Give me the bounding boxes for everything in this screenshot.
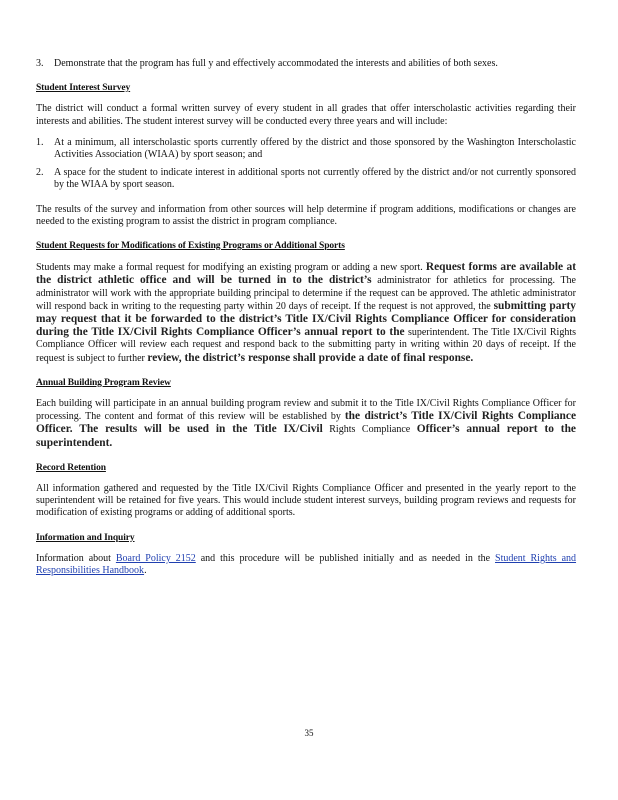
section-heading-inquiry: Information and Inquiry — [36, 532, 135, 543]
survey-closing: The results of the survey and information from other sources will help determine if program additions, modifications or changes are needed to the existing program to assist the district in program compliance. — [36, 203, 576, 227]
inquiry-text-1: Information about — [36, 552, 111, 564]
item-number: 3. — [36, 58, 44, 69]
requests-text-1-large: Request forms are available at the district athletic office and will be turned in to the district’s — [36, 261, 576, 287]
document-body — [36, 58, 576, 586]
survey-intro: The district will conduct a formal written survey of every student in all grades that offer interscholastic activities regarding their interests and abilities. The student interest survey will be conducted every three years and will include: — [36, 103, 576, 127]
section-heading-survey: Student Interest Survey — [36, 83, 131, 94]
item-number: 2. — [36, 167, 44, 179]
survey-item-1 — [36, 137, 576, 161]
review-text-1: Each building will participate in an annual building program review and submit it to the Title IX/Civil Rights Compliance Officer for processing. The content and format of this review will be established by — [36, 398, 576, 423]
requests-text-2: administrator for athletics for processing. The administrator will work with the appropriate building principal to determine if the request can be approved. The athletic administrator will respond back in writing to the requesting party within 20 days of receipt. If the request is not approved, the — [36, 275, 576, 312]
numbered-item-3 — [36, 58, 576, 70]
requests-text-2-large: submitting party may request that it be forwarded to the district’s Title IX/Civil Rights Compliance Officer for consideration during the Title IX/Civil Rights Compliance Officer’s annual report to the — [36, 299, 576, 339]
requests-paragraph — [36, 261, 576, 365]
section-heading-retention: Record Retention — [36, 462, 106, 473]
page-number: 35 — [304, 728, 314, 738]
review-text-2-large: Officer’s annual report to the superintendent. — [36, 423, 576, 449]
review-paragraph — [36, 398, 576, 450]
inquiry-paragraph — [36, 553, 576, 577]
requests-text-1: Students may make a formal request for modifying an existing program or adding a new sport. — [36, 262, 423, 274]
requests-text-3: superintendent. The Title IX/Civil Rights Compliance Officer will review each request and respond back to the submitting party in writing within 20 days of receipt. If the request is subject to further — [36, 327, 577, 364]
review-text-2: Rights Compliance — [329, 424, 411, 436]
item-number: 1. — [36, 136, 44, 148]
item-text: At a minimum, all interscholastic sports currently offered by the district and those sponsored by the Washington Interscholastic Activities Association (WIAA) by sport season; and — [54, 136, 576, 161]
requests-text-3-large: review, the district’s response shall provide a date of final response. — [147, 351, 474, 364]
review-text-1-large: the district’s Title IX/Civil Rights Compliance Officer. The results will be used in the Title IX/Civil — [36, 410, 576, 436]
board-policy-link[interactable]: Board Policy 2152 — [115, 552, 196, 564]
section-heading-review: Annual Building Program Review — [36, 377, 171, 388]
inquiry-text-2: and this procedure will be published initially and as needed in the — [200, 552, 491, 564]
retention-paragraph: All information gathered and requested by the Title IX/Civil Rights Compliance Officer and presented in the yearly report to the superintendent will be retained for five years. This would include student interest surveys, building program reviews and requests for modification of existing programs or adding of additional sports. — [36, 483, 576, 519]
handbook-link[interactable]: Student Rights and Responsibilities Handbook — [36, 552, 577, 577]
inquiry-text-3: . — [144, 565, 147, 577]
item-text: Demonstrate that the program has full y and effectively accommodated the interests and abilities of both sexes. — [54, 58, 498, 69]
section-heading-requests: Student Requests for Modifications of Existing Programs or Additional Sports — [36, 241, 345, 252]
item-text: A space for the student to indicate interest in additional sports not currently offered by the district and/or not currently sponsored by the WIAA by sport season. — [54, 167, 576, 191]
survey-item-2 — [36, 167, 576, 191]
